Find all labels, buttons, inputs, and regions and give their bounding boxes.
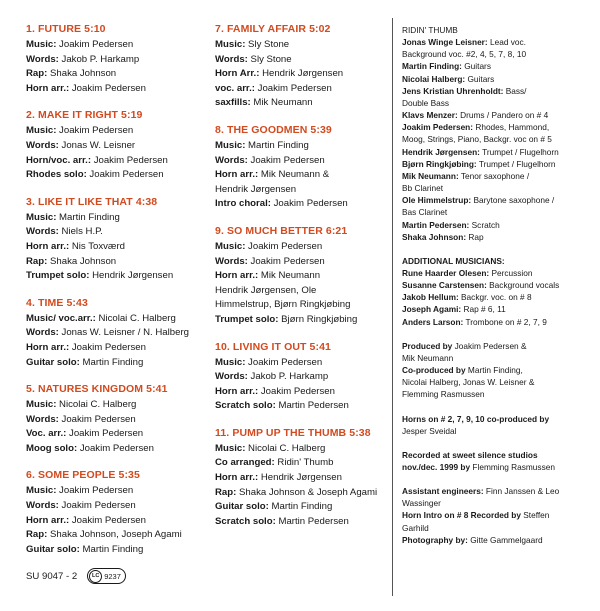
credit-person: Joakim Pedersen xyxy=(56,485,134,497)
personnel-line xyxy=(402,497,590,509)
track-block xyxy=(215,426,393,530)
credit-person: Mik Neumann & xyxy=(258,169,330,181)
personnel-line xyxy=(402,376,590,388)
personnel-line xyxy=(402,170,590,182)
personnel-detail: Tenor saxophone / xyxy=(458,170,530,181)
credit-person: Shaka Johnson xyxy=(47,68,117,80)
credit-line xyxy=(215,168,393,183)
personnel-detail: Backgr. voc. on # 8 xyxy=(458,292,532,303)
credit-person: Joakim Pedersen xyxy=(69,341,146,353)
personnel-detail: Bas Clarinet xyxy=(402,207,448,218)
catalog-number: SU 9047 - 2 xyxy=(26,570,78,582)
credit-role: Horn arr.: xyxy=(26,514,70,526)
personnel-detail: RIDIN' THUMB xyxy=(402,25,458,35)
credit-role: Words: xyxy=(26,226,59,238)
footer xyxy=(26,568,126,584)
personnel-detail: Rhodes, Hammond, xyxy=(473,122,550,133)
credit-line xyxy=(26,312,204,327)
personnel-line xyxy=(402,109,590,121)
credit-role: Horn arr.: xyxy=(215,270,259,282)
credit-role: Rap: xyxy=(215,486,237,498)
track-block xyxy=(215,224,393,328)
credit-person: Martin Finding xyxy=(79,356,144,368)
personnel-line xyxy=(402,121,590,133)
credit-role: Music: xyxy=(215,139,246,151)
personnel-detail: Wassinger xyxy=(402,498,441,509)
credit-line xyxy=(26,543,204,558)
track-title: 1. FUTURE 5:10 xyxy=(26,23,106,35)
credit-person: Hendrik Jørgensen xyxy=(89,270,174,282)
credit-line xyxy=(26,168,204,183)
personnel-line xyxy=(402,60,590,72)
track-block xyxy=(26,296,204,370)
credit-line xyxy=(215,356,393,371)
personnel-name: Mik Neumann: xyxy=(402,170,459,181)
personnel-detail: Double Bass xyxy=(402,97,450,108)
credit-person: Hendrik Jørgensen xyxy=(259,68,344,80)
credit-line xyxy=(215,240,393,255)
track-title: 7. FAMILY AFFAIR 5:02 xyxy=(215,23,331,35)
personnel-name: Ole Himmelstrup: xyxy=(402,195,472,206)
personnel-name: Jens Kristian Uhrenholdt: xyxy=(402,85,504,96)
personnel-line xyxy=(402,255,590,267)
personnel-name: Rune Haarder Olesen: xyxy=(402,267,490,278)
credit-role: Moog solo: xyxy=(26,442,78,454)
track-title: 11. PUMP UP THE THUMB 5:38 xyxy=(215,426,371,439)
credit-line xyxy=(215,82,393,97)
credit-role: Intro choral: xyxy=(215,198,271,210)
credit-line xyxy=(26,255,204,270)
credit-line xyxy=(26,514,204,529)
credit-role: saxfills: xyxy=(215,97,251,109)
personnel-line xyxy=(402,388,590,400)
personnel-detail: Lead voc. xyxy=(487,37,526,48)
section-spacer xyxy=(402,473,590,485)
personnel-line xyxy=(402,73,590,85)
musicians-credits-column xyxy=(402,24,590,546)
credit-line xyxy=(215,183,393,198)
personnel-line xyxy=(402,425,590,437)
label-code-badge xyxy=(87,568,126,584)
track-block xyxy=(26,22,204,96)
track-block xyxy=(26,108,204,182)
personnel-name: Shaka Johnson: xyxy=(402,231,467,242)
track-title: 8. THE GOODMEN 5:39 xyxy=(215,123,332,136)
personnel-name: Klavs Menzer: xyxy=(402,110,458,121)
track-block xyxy=(26,195,204,284)
personnel-line xyxy=(402,340,590,352)
personnel-detail: Scratch xyxy=(469,219,500,230)
credit-role: voc. arr.: xyxy=(215,82,255,94)
track-title: 2. MAKE IT RIGHT 5:19 xyxy=(26,109,143,122)
credit-line xyxy=(26,499,204,514)
credit-person: Shaka Johnson xyxy=(47,255,117,267)
personnel-name: Jakob Hellum: xyxy=(402,292,459,303)
personnel-name: Horns on # 2, 7, 9, 10 co-produced by xyxy=(402,413,550,424)
personnel-name: Anders Larson: xyxy=(402,316,464,327)
credit-person: Sly Stone xyxy=(245,39,290,50)
track-block xyxy=(215,22,393,111)
credit-person: Martin Pedersen xyxy=(275,515,349,527)
credit-role: Horn arr.: xyxy=(215,472,259,484)
credit-person: Joakim Pedersen xyxy=(91,154,168,166)
credit-role: Guitar solo: xyxy=(26,356,80,368)
credit-line xyxy=(26,225,204,240)
credit-line xyxy=(26,139,204,154)
personnel-detail: Background voc. #2, 4, 5, 7, 8, 10 xyxy=(402,49,527,60)
track-title: 5. NATURES KINGDOM 5:41 xyxy=(26,383,168,396)
label-code-number: 9237 xyxy=(104,571,121,581)
credit-role: Scratch solo: xyxy=(215,515,276,527)
tracklist-column-2 xyxy=(215,22,393,541)
credit-person: Jonas W. Leisner / N. Halberg xyxy=(58,327,189,339)
personnel-detail: Guitars xyxy=(465,73,495,84)
personnel-name: Produced by xyxy=(402,340,453,351)
personnel-detail: Trombone on # 2, 7, 9 xyxy=(463,316,547,327)
credit-person: Nicolai C. Halberg xyxy=(245,442,326,454)
credit-person: Joakim Pedersen xyxy=(255,82,332,94)
credit-role: Words: xyxy=(26,500,59,512)
credit-person: Joakim Pedersen xyxy=(69,514,146,526)
personnel-line xyxy=(402,279,590,291)
personnel-name: Joakim Pedersen: xyxy=(402,122,474,133)
credit-line xyxy=(215,38,393,53)
credit-person: Jakob P. Harkamp xyxy=(247,371,329,383)
credit-person: Himmelstrup, Bjørn Ringkjøbing xyxy=(215,299,351,311)
credit-person: Joakim Pedersen xyxy=(66,428,144,440)
credit-line xyxy=(26,53,204,68)
credit-line xyxy=(215,298,393,313)
personnel-detail: Guitars xyxy=(461,61,491,72)
personnel-name: Nicolai Halberg: xyxy=(402,73,466,84)
credit-person: Joakim Pedersen xyxy=(245,356,323,368)
credit-line xyxy=(215,399,393,414)
personnel-detail: Background vocals xyxy=(486,280,560,291)
credit-role: Words: xyxy=(215,154,248,166)
credit-line xyxy=(26,528,204,543)
credit-person: Joakim Pedersen xyxy=(77,442,154,454)
credit-person: Joakim Pedersen xyxy=(86,169,164,181)
personnel-detail: Flemming Rasmussen xyxy=(402,389,485,400)
credit-person: Joakim Pedersen xyxy=(56,39,134,50)
credit-line xyxy=(26,356,204,371)
credit-role: Music: xyxy=(26,399,57,411)
credit-person: Martin Pedersen xyxy=(275,400,349,412)
personnel-detail: Trumpet / Flugelhorn xyxy=(476,158,556,169)
credit-line xyxy=(215,385,393,400)
credit-line xyxy=(215,67,393,82)
track-block xyxy=(26,468,204,557)
personnel-detail: Bb Clarinet xyxy=(402,183,444,194)
credit-role: Guitar solo: xyxy=(26,543,80,555)
credit-role: Rhodes solo: xyxy=(26,169,87,181)
personnel-line xyxy=(402,449,590,461)
credit-line xyxy=(215,456,393,471)
personnel-line xyxy=(402,316,590,328)
credit-person: Nicolai C. Halberg xyxy=(56,399,137,411)
personnel-line xyxy=(402,413,590,425)
personnel-name: ADDITIONAL MUSICIANS: xyxy=(402,255,505,266)
personnel-name: Susanne Carstensen: xyxy=(402,280,487,291)
personnel-detail: Flemming Rasmussen xyxy=(470,462,555,472)
credit-person: Joakim Pedersen xyxy=(58,500,136,512)
credit-person: Niels H.P. xyxy=(58,226,103,238)
credit-person: Joakim Pedersen xyxy=(58,413,136,425)
credit-line xyxy=(215,515,393,530)
credit-role: Rap: xyxy=(26,255,48,267)
credit-role: Words: xyxy=(26,53,59,65)
personnel-name: Jonas Winge Leisner: xyxy=(402,37,488,48)
personnel-line xyxy=(402,509,590,521)
credit-person: Shaka Johnson & Joseph Agami xyxy=(236,486,378,498)
track-block xyxy=(26,382,204,456)
personnel-line xyxy=(402,158,590,170)
personnel-detail: Gitte Gammelgaard xyxy=(467,534,543,545)
credit-role: Horn Arr.: xyxy=(215,68,260,80)
credit-role: Words: xyxy=(26,139,59,151)
personnel-line xyxy=(402,303,590,315)
credit-line xyxy=(26,413,204,428)
track-title: 10. LIVING IT OUT 5:41 xyxy=(215,340,331,353)
personnel-detail: Finn Janssen & Leo xyxy=(483,486,560,497)
credit-line xyxy=(26,240,204,255)
section-spacer xyxy=(402,243,590,255)
credit-role: Horn arr.: xyxy=(215,169,259,181)
tracklist-column-1 xyxy=(26,22,204,569)
personnel-detail: Rap # 6, 11 xyxy=(461,304,506,315)
credit-line xyxy=(26,154,204,169)
credit-line xyxy=(215,500,393,515)
credit-role: Horn/voc. arr.: xyxy=(26,154,92,166)
personnel-name: nov./dec. 1999 by xyxy=(402,462,471,472)
credit-role: Words: xyxy=(215,255,248,267)
track-title: 3. LIKE IT LIKE THAT 4:38 xyxy=(26,195,158,208)
credit-line xyxy=(215,255,393,270)
personnel-detail: Trumpet / Flugelhorn xyxy=(479,146,559,157)
credit-person: Mik Neumann xyxy=(258,270,321,282)
personnel-detail: Garhild xyxy=(402,522,429,533)
credit-person: Joakim Pedersen xyxy=(270,198,348,210)
lc-logo-icon: LC xyxy=(89,570,102,583)
credit-person: Joakim Pedersen xyxy=(245,240,323,252)
credit-line xyxy=(215,53,393,68)
personnel-detail: Moog, Strings, Piano, Backgr. voc on # 5 xyxy=(402,134,552,145)
credit-role: Rap: xyxy=(26,68,48,80)
credit-line xyxy=(26,67,204,82)
personnel-line xyxy=(402,291,590,303)
personnel-detail: Barytone saxophone / xyxy=(471,195,555,206)
personnel-detail: Martin Finding, xyxy=(465,365,523,376)
personnel-detail: Jesper Sveidal xyxy=(402,425,457,436)
credit-line xyxy=(215,284,393,299)
credit-person: Hendrik Jørgensen xyxy=(258,472,342,484)
credit-line xyxy=(215,442,393,457)
personnel-name: Co-produced by xyxy=(402,365,466,376)
personnel-detail: Joakim Pedersen & xyxy=(452,340,527,351)
personnel-line xyxy=(402,267,590,279)
credit-line xyxy=(215,154,393,169)
personnel-line xyxy=(402,182,590,194)
personnel-line xyxy=(402,461,590,473)
personnel-line xyxy=(402,219,590,231)
credit-person: Hendrik Jørgensen xyxy=(215,183,297,195)
credit-person: Joakim Pedersen xyxy=(56,125,134,137)
personnel-name: Recorded at sweet silence studios xyxy=(402,449,538,460)
personnel-name: Martin Finding: xyxy=(402,61,462,72)
personnel-line xyxy=(402,48,590,60)
personnel-name: Hendrik Jørgensen: xyxy=(402,146,480,157)
credit-person: Nis Toxværd xyxy=(69,240,125,252)
personnel-line xyxy=(402,36,590,48)
credit-role: Music: xyxy=(215,356,246,368)
personnel-line xyxy=(402,231,590,243)
credit-role: Scratch solo: xyxy=(215,400,276,412)
track-title: 4. TIME 5:43 xyxy=(26,296,88,309)
section-spacer xyxy=(402,437,590,449)
credit-line xyxy=(26,326,204,341)
credit-person: Martin Finding xyxy=(245,139,309,151)
credit-line xyxy=(26,82,204,97)
personnel-name: Photography by: xyxy=(402,534,468,545)
credit-line xyxy=(26,211,204,226)
personnel-line xyxy=(402,206,590,218)
credit-line xyxy=(215,471,393,486)
track-block xyxy=(215,340,393,414)
credit-person: Jakob P. Harkamp xyxy=(58,53,140,65)
track-title: 6. SOME PEOPLE 5:35 xyxy=(26,469,140,482)
personnel-detail: Percussion xyxy=(489,267,533,278)
credit-role: Horn arr.: xyxy=(215,385,259,397)
personnel-line xyxy=(402,97,590,109)
personnel-name: Horn Intro on # 8 Recorded by xyxy=(402,510,521,521)
credit-person: Ridin' Thumb xyxy=(274,457,334,469)
credit-person: Mik Neumann xyxy=(250,97,313,109)
credit-line xyxy=(215,269,393,284)
credit-person: Shaka Johnson, Joseph Agami xyxy=(47,529,182,541)
credit-role: Music: xyxy=(215,442,246,454)
personnel-detail: Bass/ xyxy=(503,85,527,96)
personnel-name: Joseph Agami: xyxy=(402,304,462,315)
credit-role: Music: xyxy=(215,39,246,50)
credit-line xyxy=(215,139,393,154)
section-spacer xyxy=(402,401,590,413)
credit-line xyxy=(26,38,204,53)
personnel-detail: Mik Neumann xyxy=(402,352,454,363)
credit-line xyxy=(215,96,393,111)
credit-person: Martin Finding xyxy=(79,543,144,555)
credit-role: Horn arr.: xyxy=(26,341,70,353)
personnel-line xyxy=(402,522,590,534)
personnel-line xyxy=(402,194,590,206)
credit-line xyxy=(26,124,204,139)
credit-role: Music: xyxy=(26,125,57,137)
credit-line xyxy=(26,484,204,499)
personnel-line xyxy=(402,352,590,364)
credit-line xyxy=(215,197,393,212)
credit-person: Joakim Pedersen xyxy=(247,154,325,166)
credit-line xyxy=(26,269,204,284)
personnel-detail: Drums / Pandero on # 4 xyxy=(457,110,549,121)
personnel-line xyxy=(402,146,590,158)
personnel-detail: Nicolai Halberg, Jonas W. Leisner & xyxy=(402,377,535,388)
credit-role: Rap: xyxy=(26,529,48,541)
credit-person: Bjørn Ringkjøbing xyxy=(278,313,358,325)
credit-role: Music/ voc.arr.: xyxy=(26,312,96,324)
credit-role: Horn arr.: xyxy=(26,240,70,252)
credit-role: Horn arr.: xyxy=(26,82,70,94)
personnel-line xyxy=(402,85,590,97)
credit-role: Music: xyxy=(26,211,57,223)
credit-role: Words: xyxy=(215,371,248,383)
personnel-line xyxy=(402,534,590,546)
credit-person: Martin Finding xyxy=(268,501,333,513)
column-divider xyxy=(392,18,393,596)
credit-role: Music: xyxy=(215,240,246,252)
credit-role: Music: xyxy=(26,485,57,497)
track-block xyxy=(215,123,393,212)
credit-line xyxy=(215,370,393,385)
credit-line xyxy=(26,398,204,413)
credit-role: Words: xyxy=(26,327,59,339)
credit-role: Trumpet solo: xyxy=(215,313,279,325)
credit-line xyxy=(215,313,393,328)
credit-line xyxy=(26,442,204,457)
credit-line xyxy=(215,486,393,501)
credit-role: Voc. arr.: xyxy=(26,428,67,440)
credit-line xyxy=(26,427,204,442)
band-name-heading xyxy=(402,24,590,36)
credit-role: Guitar solo: xyxy=(215,501,269,513)
personnel-name: Assistant engineers: xyxy=(402,486,484,497)
personnel-name: Bjørn Ringkjøbing: xyxy=(402,158,477,169)
personnel-name: Martin Pedersen: xyxy=(402,219,470,230)
credit-role: Words: xyxy=(26,413,59,425)
credit-line xyxy=(26,341,204,356)
personnel-line xyxy=(402,133,590,145)
credit-person: Nicolai C. Halberg xyxy=(95,312,176,324)
credit-person: Joakim Pedersen xyxy=(247,255,325,267)
personnel-line xyxy=(402,364,590,376)
section-spacer xyxy=(402,328,590,340)
credit-role: Music: xyxy=(26,39,57,50)
track-title: 9. SO MUCH BETTER 6:21 xyxy=(215,224,348,237)
personnel-detail: Steffen xyxy=(520,510,550,521)
credit-person: Hendrik Jørgensen, Ole xyxy=(215,284,317,296)
credit-person: Jonas W. Leisner xyxy=(58,139,136,151)
credit-person: Sly Stone xyxy=(247,53,292,65)
personnel-detail: Rap xyxy=(466,231,484,242)
personnel-line xyxy=(402,485,590,497)
credit-role: Co arranged: xyxy=(215,457,275,469)
credit-person: Joakim Pedersen xyxy=(258,385,335,397)
credit-role: Trumpet solo: xyxy=(26,270,90,282)
credit-role: Words: xyxy=(215,53,248,65)
credit-person: Martin Finding xyxy=(56,211,120,223)
credit-person: Joakim Pedersen xyxy=(69,82,146,94)
